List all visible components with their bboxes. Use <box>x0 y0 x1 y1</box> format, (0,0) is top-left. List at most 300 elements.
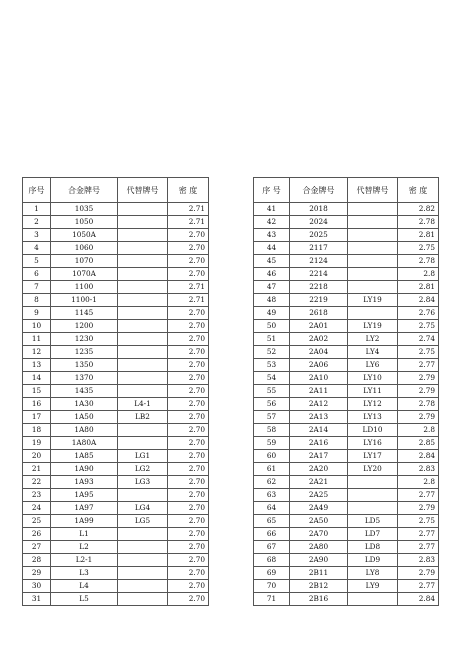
cell-substitute: LY6 <box>348 359 398 372</box>
table-row <box>254 268 439 281</box>
cell-seq: 63 <box>254 489 290 502</box>
cell-seq: 5 <box>23 255 51 268</box>
cell-seq: 48 <box>254 294 290 307</box>
cell-density: 2.79 <box>398 502 439 515</box>
cell-alloy: 1A93 <box>51 476 118 489</box>
cell-seq: 53 <box>254 359 290 372</box>
cell-seq: 41 <box>254 203 290 216</box>
cell-alloy: 1350 <box>51 359 118 372</box>
cell-density: 2.70 <box>168 411 209 424</box>
header-alloy: 合金牌号 <box>51 178 118 203</box>
header-substitute: 代替牌号 <box>118 178 168 203</box>
cell-density: 2.79 <box>398 567 439 580</box>
cell-substitute: LY2 <box>348 333 398 346</box>
cell-substitute <box>118 541 168 554</box>
cell-substitute <box>348 489 398 502</box>
cell-density: 2.77 <box>398 359 439 372</box>
table-row <box>254 476 439 489</box>
table-row <box>254 541 439 554</box>
cell-density: 2.81 <box>398 229 439 242</box>
cell-density: 2.75 <box>398 242 439 255</box>
cell-substitute <box>348 307 398 320</box>
cell-seq: 19 <box>23 437 51 450</box>
cell-seq: 59 <box>254 437 290 450</box>
cell-alloy: 2025 <box>290 229 348 242</box>
cell-substitute: LY19 <box>348 294 398 307</box>
cell-alloy: 2A80 <box>290 541 348 554</box>
table-row <box>254 242 439 255</box>
cell-alloy: L2 <box>51 541 118 554</box>
cell-alloy: L2-1 <box>51 554 118 567</box>
cell-alloy: 1200 <box>51 320 118 333</box>
cell-seq: 61 <box>254 463 290 476</box>
cell-alloy: 2A49 <box>290 502 348 515</box>
cell-substitute <box>118 437 168 450</box>
cell-alloy: 2618 <box>290 307 348 320</box>
cell-substitute: LY13 <box>348 411 398 424</box>
cell-alloy: 1A99 <box>51 515 118 528</box>
cell-alloy: 2B16 <box>290 593 348 606</box>
cell-density: 2.76 <box>398 307 439 320</box>
table-row <box>23 567 209 580</box>
cell-seq: 6 <box>23 268 51 281</box>
cell-seq: 49 <box>254 307 290 320</box>
table-row <box>254 307 439 320</box>
cell-substitute <box>118 229 168 242</box>
cell-substitute: LD9 <box>348 554 398 567</box>
table-row <box>23 554 209 567</box>
table-row <box>23 398 209 411</box>
table-row <box>254 203 439 216</box>
cell-alloy: L3 <box>51 567 118 580</box>
table-header-row <box>254 178 439 203</box>
cell-seq: 62 <box>254 476 290 489</box>
cell-substitute: LD7 <box>348 528 398 541</box>
cell-density: 2.71 <box>168 216 209 229</box>
cell-density: 2.78 <box>398 398 439 411</box>
cell-substitute <box>118 307 168 320</box>
table-row <box>254 593 439 606</box>
cell-seq: 55 <box>254 385 290 398</box>
cell-alloy: 1070 <box>51 255 118 268</box>
cell-alloy: 2219 <box>290 294 348 307</box>
cell-seq: 23 <box>23 489 51 502</box>
cell-alloy: 1050A <box>51 229 118 242</box>
cell-substitute <box>118 268 168 281</box>
cell-substitute: L4-1 <box>118 398 168 411</box>
cell-density: 2.84 <box>398 593 439 606</box>
cell-alloy: L5 <box>51 593 118 606</box>
cell-substitute <box>348 476 398 489</box>
cell-seq: 16 <box>23 398 51 411</box>
cell-seq: 71 <box>254 593 290 606</box>
cell-seq: 50 <box>254 320 290 333</box>
cell-density: 2.75 <box>398 346 439 359</box>
table-row <box>23 528 209 541</box>
table-row <box>23 580 209 593</box>
cell-substitute: LD5 <box>348 515 398 528</box>
cell-substitute <box>118 489 168 502</box>
cell-density: 2.70 <box>168 359 209 372</box>
cell-substitute <box>118 203 168 216</box>
cell-substitute <box>118 528 168 541</box>
table-row <box>23 463 209 476</box>
cell-substitute <box>118 359 168 372</box>
table-row <box>23 541 209 554</box>
table-row <box>254 515 439 528</box>
cell-density: 2.83 <box>398 554 439 567</box>
cell-substitute: LD8 <box>348 541 398 554</box>
cell-substitute <box>348 203 398 216</box>
table-row <box>254 580 439 593</box>
table-row <box>254 333 439 346</box>
cell-substitute <box>348 281 398 294</box>
table-row <box>254 320 439 333</box>
cell-density: 2.70 <box>168 515 209 528</box>
table-row <box>23 203 209 216</box>
cell-seq: 2 <box>23 216 51 229</box>
table-row <box>254 281 439 294</box>
cell-density: 2.70 <box>168 229 209 242</box>
table-row <box>254 359 439 372</box>
cell-alloy: 1230 <box>51 333 118 346</box>
cell-seq: 27 <box>23 541 51 554</box>
cell-density: 2.70 <box>168 554 209 567</box>
table-row <box>254 502 439 515</box>
cell-density: 2.70 <box>168 398 209 411</box>
table-row <box>254 463 439 476</box>
cell-seq: 64 <box>254 502 290 515</box>
table-row <box>23 242 209 255</box>
header-density: 密 度 <box>398 178 439 203</box>
table-row <box>254 255 439 268</box>
cell-seq: 42 <box>254 216 290 229</box>
cell-density: 2.75 <box>398 515 439 528</box>
cell-alloy: 2A12 <box>290 398 348 411</box>
cell-density: 2.70 <box>168 567 209 580</box>
cell-seq: 31 <box>23 593 51 606</box>
cell-substitute <box>118 294 168 307</box>
cell-substitute: LY19 <box>348 320 398 333</box>
cell-seq: 25 <box>23 515 51 528</box>
table-row <box>23 359 209 372</box>
table-row <box>23 268 209 281</box>
cell-substitute <box>118 242 168 255</box>
cell-alloy: 2A70 <box>290 528 348 541</box>
cell-substitute <box>118 216 168 229</box>
cell-density: 2.71 <box>168 203 209 216</box>
cell-alloy: 2A21 <box>290 476 348 489</box>
table-row <box>23 372 209 385</box>
table-row <box>23 502 209 515</box>
cell-seq: 43 <box>254 229 290 242</box>
cell-alloy: 2A25 <box>290 489 348 502</box>
cell-substitute <box>118 567 168 580</box>
cell-seq: 45 <box>254 255 290 268</box>
cell-density: 2.77 <box>398 580 439 593</box>
cell-seq: 46 <box>254 268 290 281</box>
cell-substitute: LY8 <box>348 567 398 580</box>
cell-density: 2.85 <box>398 437 439 450</box>
table-body-right <box>254 203 439 606</box>
table-row <box>254 346 439 359</box>
table-row <box>23 593 209 606</box>
cell-alloy: 2A01 <box>290 320 348 333</box>
table-row <box>254 398 439 411</box>
table-row <box>23 294 209 307</box>
cell-substitute: LB2 <box>118 411 168 424</box>
cell-alloy: 1A90 <box>51 463 118 476</box>
cell-density: 2.84 <box>398 450 439 463</box>
cell-density: 2.70 <box>168 450 209 463</box>
cell-density: 2.83 <box>398 463 439 476</box>
cell-seq: 12 <box>23 346 51 359</box>
table-row <box>254 372 439 385</box>
cell-seq: 13 <box>23 359 51 372</box>
cell-seq: 66 <box>254 528 290 541</box>
cell-alloy: L1 <box>51 528 118 541</box>
cell-substitute <box>348 593 398 606</box>
cell-substitute: LY4 <box>348 346 398 359</box>
header-alloy: 合金牌号 <box>290 178 348 203</box>
cell-seq: 10 <box>23 320 51 333</box>
cell-substitute: LY17 <box>348 450 398 463</box>
cell-seq: 65 <box>254 515 290 528</box>
cell-density: 2.70 <box>168 502 209 515</box>
cell-density: 2.70 <box>168 593 209 606</box>
alloy-density-table-left <box>22 177 209 606</box>
cell-substitute: LG4 <box>118 502 168 515</box>
table-row <box>23 424 209 437</box>
cell-substitute <box>348 216 398 229</box>
cell-density: 2.70 <box>168 346 209 359</box>
table-row <box>23 346 209 359</box>
cell-density: 2.84 <box>398 294 439 307</box>
cell-seq: 28 <box>23 554 51 567</box>
table-row <box>254 229 439 242</box>
cell-seq: 51 <box>254 333 290 346</box>
cell-substitute <box>118 333 168 346</box>
cell-density: 2.70 <box>168 268 209 281</box>
cell-seq: 3 <box>23 229 51 242</box>
cell-seq: 60 <box>254 450 290 463</box>
cell-substitute <box>348 229 398 242</box>
cell-density: 2.70 <box>168 255 209 268</box>
cell-density: 2.70 <box>168 437 209 450</box>
cell-alloy: 2B11 <box>290 567 348 580</box>
cell-seq: 14 <box>23 372 51 385</box>
cell-seq: 68 <box>254 554 290 567</box>
cell-seq: 47 <box>254 281 290 294</box>
cell-substitute <box>348 242 398 255</box>
cell-alloy: 1A95 <box>51 489 118 502</box>
cell-substitute <box>118 281 168 294</box>
table-row <box>23 411 209 424</box>
table-row <box>23 515 209 528</box>
cell-density: 2.82 <box>398 203 439 216</box>
cell-substitute <box>118 580 168 593</box>
table-row <box>23 333 209 346</box>
cell-alloy: 2A11 <box>290 385 348 398</box>
cell-substitute: LY12 <box>348 398 398 411</box>
cell-density: 2.77 <box>398 528 439 541</box>
cell-density: 2.81 <box>398 281 439 294</box>
cell-alloy: 1A50 <box>51 411 118 424</box>
cell-substitute: LY9 <box>348 580 398 593</box>
cell-seq: 57 <box>254 411 290 424</box>
cell-seq: 22 <box>23 476 51 489</box>
table-row <box>23 307 209 320</box>
cell-density: 2.70 <box>168 528 209 541</box>
cell-seq: 24 <box>23 502 51 515</box>
cell-density: 2.70 <box>168 242 209 255</box>
table-row <box>23 450 209 463</box>
cell-seq: 9 <box>23 307 51 320</box>
cell-alloy: 1100 <box>51 281 118 294</box>
cell-substitute <box>118 255 168 268</box>
cell-alloy: 2B12 <box>290 580 348 593</box>
cell-density: 2.71 <box>168 281 209 294</box>
cell-density: 2.70 <box>168 307 209 320</box>
cell-density: 2.70 <box>168 333 209 346</box>
table-row <box>23 255 209 268</box>
cell-seq: 44 <box>254 242 290 255</box>
cell-alloy: L4 <box>51 580 118 593</box>
cell-density: 2.70 <box>168 489 209 502</box>
cell-density: 2.71 <box>168 294 209 307</box>
cell-seq: 69 <box>254 567 290 580</box>
cell-alloy: 2117 <box>290 242 348 255</box>
cell-seq: 56 <box>254 398 290 411</box>
table-row <box>23 476 209 489</box>
table-row <box>254 424 439 437</box>
cell-alloy: 2A16 <box>290 437 348 450</box>
cell-alloy: 1A97 <box>51 502 118 515</box>
cell-seq: 58 <box>254 424 290 437</box>
cell-density: 2.79 <box>398 411 439 424</box>
header-density: 密 度 <box>168 178 209 203</box>
cell-seq: 26 <box>23 528 51 541</box>
cell-seq: 67 <box>254 541 290 554</box>
cell-alloy: 2218 <box>290 281 348 294</box>
cell-alloy: 2A20 <box>290 463 348 476</box>
cell-seq: 29 <box>23 567 51 580</box>
cell-seq: 18 <box>23 424 51 437</box>
cell-alloy: 2A04 <box>290 346 348 359</box>
cell-seq: 52 <box>254 346 290 359</box>
cell-density: 2.70 <box>168 541 209 554</box>
table-row <box>23 281 209 294</box>
cell-substitute: LY11 <box>348 385 398 398</box>
cell-density: 2.79 <box>398 372 439 385</box>
cell-seq: 7 <box>23 281 51 294</box>
cell-seq: 4 <box>23 242 51 255</box>
cell-substitute: LG1 <box>118 450 168 463</box>
cell-alloy: 2A06 <box>290 359 348 372</box>
cell-seq: 30 <box>23 580 51 593</box>
cell-seq: 1 <box>23 203 51 216</box>
table-row <box>23 216 209 229</box>
header-seq: 序号 <box>23 178 51 203</box>
cell-alloy: 2018 <box>290 203 348 216</box>
table-row <box>254 385 439 398</box>
cell-substitute: LG2 <box>118 463 168 476</box>
cell-seq: 20 <box>23 450 51 463</box>
table-row <box>23 385 209 398</box>
cell-alloy: 1070A <box>51 268 118 281</box>
cell-density: 2.70 <box>168 476 209 489</box>
cell-alloy: 1A80A <box>51 437 118 450</box>
cell-alloy: 1A30 <box>51 398 118 411</box>
cell-substitute <box>118 372 168 385</box>
table-row <box>254 450 439 463</box>
cell-alloy: 2A02 <box>290 333 348 346</box>
cell-density: 2.8 <box>398 424 439 437</box>
cell-density: 2.78 <box>398 216 439 229</box>
cell-seq: 15 <box>23 385 51 398</box>
cell-substitute: LG5 <box>118 515 168 528</box>
cell-substitute: LY16 <box>348 437 398 450</box>
cell-density: 2.8 <box>398 476 439 489</box>
cell-alloy: 2A17 <box>290 450 348 463</box>
cell-substitute <box>118 424 168 437</box>
alloy-density-table-right <box>253 177 439 606</box>
cell-alloy: 2A14 <box>290 424 348 437</box>
table-row <box>23 489 209 502</box>
cell-alloy: 1435 <box>51 385 118 398</box>
cell-alloy: 2124 <box>290 255 348 268</box>
cell-alloy: 1235 <box>51 346 118 359</box>
cell-seq: 70 <box>254 580 290 593</box>
cell-density: 2.70 <box>168 385 209 398</box>
table-row <box>254 554 439 567</box>
cell-density: 2.75 <box>398 320 439 333</box>
cell-alloy: 1100-1 <box>51 294 118 307</box>
cell-alloy: 2A50 <box>290 515 348 528</box>
cell-substitute: LG3 <box>118 476 168 489</box>
table-row <box>254 437 439 450</box>
table-row <box>254 294 439 307</box>
cell-substitute: LD10 <box>348 424 398 437</box>
cell-density: 2.70 <box>168 424 209 437</box>
cell-seq: 17 <box>23 411 51 424</box>
table-row <box>254 489 439 502</box>
cell-density: 2.70 <box>168 463 209 476</box>
cell-substitute <box>118 320 168 333</box>
cell-density: 2.74 <box>398 333 439 346</box>
table-row <box>254 411 439 424</box>
cell-substitute: LY10 <box>348 372 398 385</box>
cell-alloy: 2A10 <box>290 372 348 385</box>
cell-density: 2.8 <box>398 268 439 281</box>
cell-substitute <box>118 346 168 359</box>
table-row <box>23 320 209 333</box>
cell-alloy: 1145 <box>51 307 118 320</box>
header-seq: 序 号 <box>254 178 290 203</box>
cell-seq: 54 <box>254 372 290 385</box>
cell-alloy: 1060 <box>51 242 118 255</box>
cell-alloy: 1050 <box>51 216 118 229</box>
cell-density: 2.70 <box>168 580 209 593</box>
header-substitute: 代替牌号 <box>348 178 398 203</box>
cell-substitute <box>348 255 398 268</box>
cell-density: 2.70 <box>168 320 209 333</box>
cell-density: 2.77 <box>398 541 439 554</box>
cell-alloy: 2A90 <box>290 554 348 567</box>
cell-seq: 8 <box>23 294 51 307</box>
cell-density: 2.78 <box>398 255 439 268</box>
cell-density: 2.79 <box>398 385 439 398</box>
